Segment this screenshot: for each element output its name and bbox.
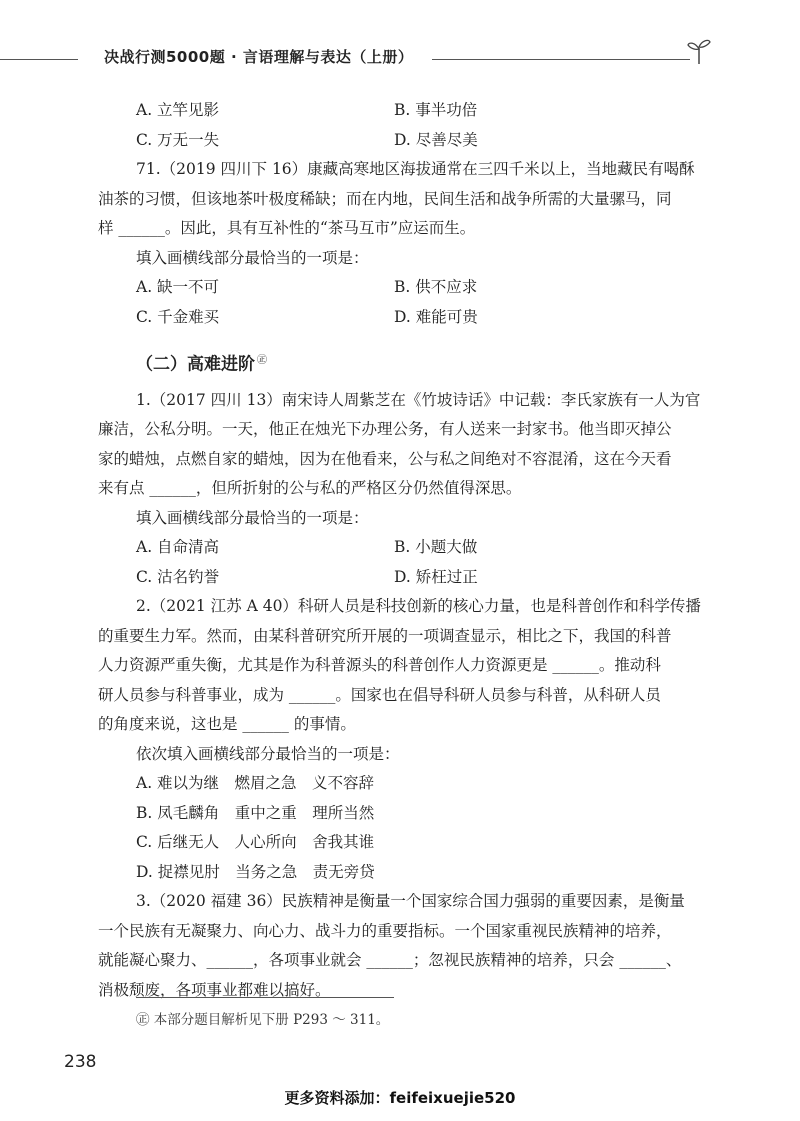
question-2-prompt: 依次填入画横线部分最恰当的一项是： bbox=[136, 744, 400, 763]
page-header bbox=[0, 40, 800, 76]
question-71-line-3: 样 ______。因此，具有互补性的“茶马互市”应运而生。 bbox=[98, 219, 476, 237]
option-c: C. 后继无人 人心所向 舍我其谁 bbox=[136, 833, 375, 852]
footnote: ㊣ 本部分题目解析见下册 P293 ～ 311。 bbox=[136, 1012, 390, 1028]
question-71-prompt: 填入画横线部分最恰当的一项是： bbox=[136, 248, 369, 267]
question-1-prompt: 填入画横线部分最恰当的一项是： bbox=[136, 508, 369, 527]
option-c: C. 沽名钓誉 bbox=[136, 567, 220, 586]
option-d: D. 尽善尽美 bbox=[394, 130, 478, 149]
question-3 bbox=[98, 887, 696, 1005]
option-d: D. 捉襟见肘 当务之急 责无旁贷 bbox=[136, 862, 375, 881]
question-71 bbox=[98, 155, 696, 332]
footnote-divider bbox=[136, 997, 394, 998]
section-mark: ㊣ bbox=[257, 355, 267, 366]
header-rule-right bbox=[432, 59, 690, 60]
question-3-line-3: 就能凝心聚力、______，各项事业就会 ______；忽视民族精神的培养，只会 ______、 bbox=[98, 951, 682, 970]
option-a: A. 立竿见影 bbox=[136, 101, 220, 119]
bottom-note: 更多资料添加：feifeixuejie520 bbox=[284, 1089, 516, 1107]
option-c: C. 千金难买 bbox=[136, 307, 220, 326]
page-number: 238 bbox=[64, 1052, 97, 1072]
question-1-line-4: 来有点 ______，但所折射的公与私的严格区分仍然值得深思。 bbox=[98, 479, 522, 498]
question-2 bbox=[98, 592, 701, 887]
question-71-line-1: 71.（2019 四川下 16）康藏高寒地区海拔通常在三四千米以上，当地藏民有喝酥 bbox=[136, 160, 695, 178]
question-3-line-1: 3.（2020 福建 36）民族精神是衡量一个国家综合国力强弱的重要因素，是衡量 bbox=[136, 892, 685, 911]
question-1-options-row-1 bbox=[136, 533, 696, 563]
question-2-line-5: 的角度来说，这也是 ______ 的事情。 bbox=[98, 715, 356, 734]
option-b: B. 小题大做 bbox=[394, 538, 478, 557]
question-71-options-row-2 bbox=[136, 303, 696, 333]
option-b: B. 凤毛麟角 重中之重 理所当然 bbox=[136, 803, 375, 822]
book-title: 决战行测5000题 · 言语理解与表达（上册） bbox=[104, 48, 414, 66]
option-a: A. 自命清高 bbox=[136, 538, 220, 557]
sprout-icon bbox=[686, 36, 712, 66]
question-2-line-1: 2.（2021 江苏 A 40）科研人员是科技创新的核心力量，也是科普创作和科学传播 bbox=[136, 597, 701, 616]
question-2-line-4: 研人员参与科普事业，成为 ______。国家也在倡导科研人员参与科普，从科研人员 bbox=[98, 685, 661, 704]
option-a: A. 缺一不可 bbox=[136, 278, 220, 296]
prev-options-row-2 bbox=[136, 126, 696, 156]
question-1-line-1: 1.（2017 四川 13）南宋诗人周紫芝在《竹坡诗话》中记载：李氏家族有一人为官 bbox=[136, 390, 701, 409]
question-1-line-2: 廉洁，公私分明。一天，他正在烛光下办理公务，有人送来一封家书。他当即灭掉公 bbox=[98, 420, 672, 439]
question-71-options-row-1 bbox=[136, 273, 696, 303]
section-title-text: （二）高难进阶 bbox=[136, 354, 255, 375]
option-b: B. 事半功倍 bbox=[394, 101, 478, 119]
question-71-line-2: 油茶的习惯，但该地茶叶极度稀缺；而在内地，民间生活和战争所需的大量骡马，同 bbox=[98, 189, 672, 208]
question-1-line-3: 家的蜡烛，点燃自家的蜡烛，因为在他看来，公与私之间绝对不容混淆，这在今天看 bbox=[98, 449, 672, 468]
option-d: D. 矫枉过正 bbox=[394, 567, 478, 586]
option-b: B. 供不应求 bbox=[394, 278, 478, 296]
page-content bbox=[98, 96, 701, 1005]
option-c: C. 万无一失 bbox=[136, 130, 220, 149]
question-1 bbox=[98, 386, 701, 593]
question-3-line-4: 消极颓废，各项事业都难以搞好。 bbox=[98, 980, 331, 999]
prev-options-row-1 bbox=[136, 96, 696, 126]
header-rule-left bbox=[0, 59, 78, 60]
option-d: D. 难能可贵 bbox=[394, 307, 478, 326]
section-title bbox=[136, 344, 696, 382]
question-2-line-2: 的重要生力军。然而，由某科普研究所开展的一项调查显示，相比之下，我国的科普 bbox=[98, 626, 672, 645]
question-1-options-row-2 bbox=[136, 563, 696, 593]
option-a: A. 难以为继 燃眉之急 义不容辞 bbox=[136, 774, 375, 793]
question-2-line-3: 人力资源严重失衡，尤其是作为科普源头的科普创作人力资源更是 ______。推动科 bbox=[98, 656, 661, 675]
question-3-line-2: 一个民族有无凝聚力、向心力、战斗力的重要指标。一个国家重视民族精神的培养， bbox=[98, 921, 672, 940]
